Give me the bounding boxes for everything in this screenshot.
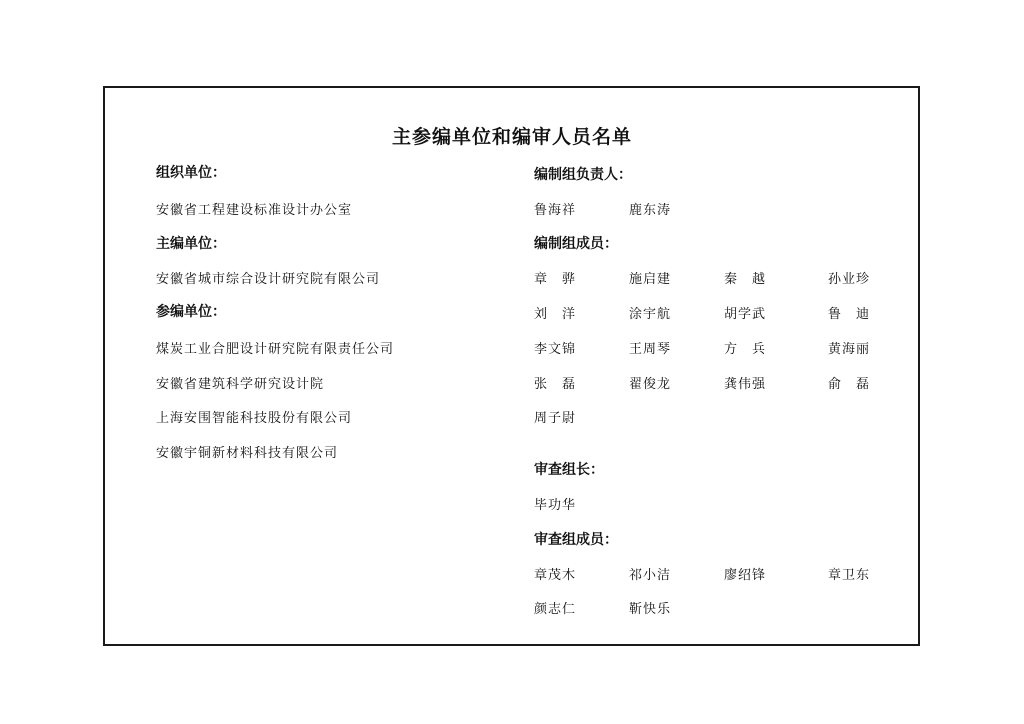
- co-unit: 安徽宇铜新材料科技有限公司: [156, 446, 339, 461]
- member-name: 方兵: [724, 342, 781, 357]
- leader-name: 鲁海祥: [534, 203, 577, 218]
- org-heading: 组织单位：: [156, 165, 226, 181]
- org-unit: 安徽省工程建设标准设计办公室: [156, 203, 353, 218]
- member-name: 龚伟强: [724, 377, 767, 392]
- review-member-name: 颜志仁: [534, 602, 577, 617]
- main-unit: 安徽省城市综合设计研究院有限公司: [156, 272, 381, 287]
- member-name: 李文锦: [534, 342, 577, 357]
- co-unit: 煤炭工业合肥设计研究院有限责任公司: [156, 342, 395, 357]
- leader-heading: 编制组负责人：: [534, 167, 632, 183]
- member-name: 胡学武: [724, 307, 767, 322]
- member-name: 施启建: [629, 272, 672, 287]
- page-title: 主参编单位和编审人员名单: [391, 126, 632, 148]
- member-name: 黄海丽: [828, 342, 871, 357]
- co-unit: 上海安围智能科技股份有限公司: [156, 411, 353, 426]
- member-name: 孙业珍: [828, 272, 871, 287]
- review-leader-name: 毕功华: [534, 498, 577, 513]
- review-member-name: 章茂木: [534, 568, 577, 583]
- review-member-name: 靳快乐: [629, 602, 672, 617]
- review-member-name: 章卫东: [828, 568, 871, 583]
- members-heading: 编制组成员：: [534, 236, 618, 252]
- member-name: 翟俊龙: [629, 377, 672, 392]
- member-name: 周子尉: [534, 411, 577, 426]
- review-member-name: 祁小洁: [629, 568, 672, 583]
- leader-name: 鹿东涛: [629, 203, 672, 218]
- main-heading: 主编单位：: [156, 236, 226, 252]
- co-heading: 参编单位：: [156, 304, 226, 320]
- member-name: 章骅: [534, 272, 591, 287]
- member-name: 鲁迪: [828, 307, 885, 322]
- member-name: 刘洋: [534, 307, 591, 322]
- review-leader-heading: 审查组长：: [534, 462, 604, 478]
- member-name: 张磊: [534, 377, 591, 392]
- review-member-name: 廖绍锋: [724, 568, 767, 583]
- review-members-heading: 审查组成员：: [534, 532, 618, 548]
- member-name: 王周琴: [629, 342, 672, 357]
- co-unit: 安徽省建筑科学研究设计院: [156, 377, 325, 392]
- member-name: 俞磊: [828, 377, 885, 392]
- member-name: 秦越: [724, 272, 781, 287]
- member-name: 涂宇航: [629, 307, 672, 322]
